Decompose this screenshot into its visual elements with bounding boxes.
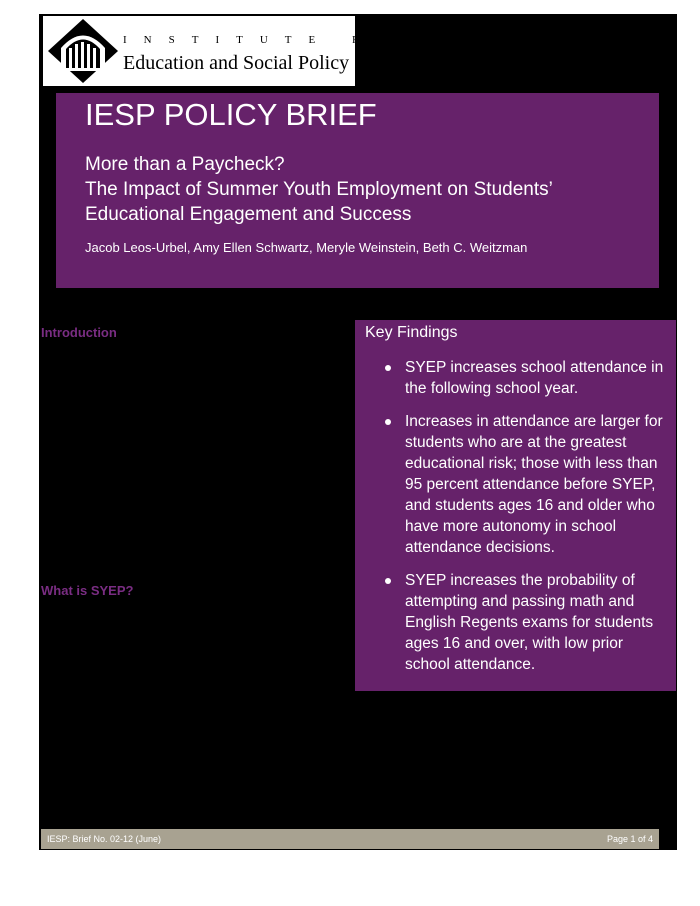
- building-arch-logo-icon: [47, 18, 119, 84]
- subtitle-line: Educational Engagement and Success: [85, 204, 412, 225]
- page-title: IESP POLICY BRIEF: [85, 97, 377, 132]
- institute-logo: [43, 16, 425, 86]
- finding-text: SYEP increases school attendance in the following school year.: [405, 359, 664, 397]
- brief-number: IESP: Brief No. 02-12 (June): [47, 834, 162, 844]
- author-list: Jacob Leos-Urbel, Amy Ellen Schwartz, Meryle Weinstein, Beth C. Weitzman: [85, 240, 528, 255]
- subtitle-line: The Impact of Summer Youth Employment on Students’: [85, 179, 553, 200]
- page-footer: [41, 829, 659, 849]
- brief-subtitle: [85, 152, 645, 227]
- list-item: [369, 570, 669, 675]
- bullet-icon: [385, 365, 391, 371]
- bullet-icon: [385, 578, 391, 584]
- key-findings-list: [369, 357, 669, 687]
- logo-institute-text: INSTITUTE FOR: [123, 34, 425, 46]
- document-page: [39, 14, 677, 850]
- what-is-syep-heading: What is SYEP?: [41, 583, 134, 598]
- bullet-icon: [385, 419, 391, 425]
- key-findings-box: [355, 320, 676, 691]
- page-number: Page 1 of 4: [606, 834, 653, 844]
- title-banner: [56, 93, 659, 288]
- introduction-heading: Introduction: [41, 325, 117, 340]
- list-item: [369, 357, 669, 399]
- list-item: [369, 411, 669, 558]
- logo-name-text: Education and Social Policy: [123, 52, 350, 74]
- finding-text: Increases in attendance are larger for students who are at the greatest educational risk; those with less than 95 percent attendance before SYEP, and students ages 16 and older who have more autonomy in school attendance decisions.: [405, 413, 663, 556]
- finding-text: SYEP increases the probability of attempting and passing math and English Regents exams for students ages 16 and over, with low prior school attendance.: [405, 572, 654, 673]
- subtitle-line: More than a Paycheck?: [85, 154, 285, 175]
- key-findings-title: Key Findings: [365, 324, 458, 341]
